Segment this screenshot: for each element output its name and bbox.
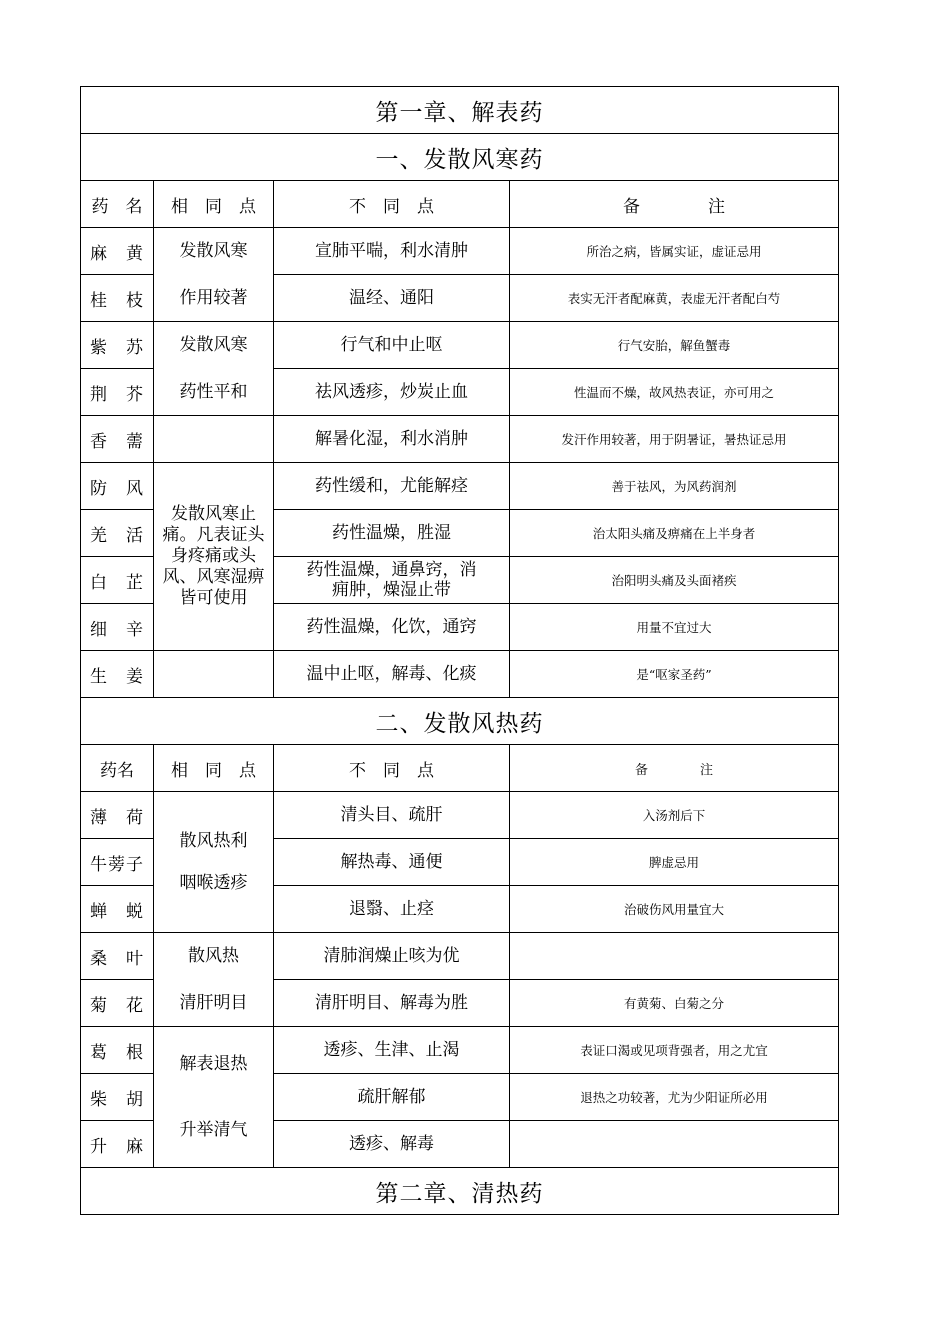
- chapter2-title: 第二章、清热药: [81, 1168, 839, 1215]
- same-point-group: [154, 792, 274, 933]
- diff-point: 解暑化湿，利水消肿: [274, 416, 510, 463]
- diff-point: 退翳、止痉: [274, 886, 510, 933]
- section2-title: 二、发散风热药: [81, 698, 839, 745]
- same-point-line: 药性平和: [179, 381, 248, 402]
- diff-point: 透疹、解毒: [274, 1121, 510, 1168]
- diff-point: 疏肝解郁: [274, 1074, 510, 1121]
- herb-name: 香 薷: [81, 416, 154, 463]
- note: 治阳明头痛及头面褚疾: [510, 557, 839, 604]
- diff-point: 清肺润燥止咳为优: [274, 933, 510, 980]
- same-point-line: 作用较著: [179, 287, 248, 308]
- header-same: 相 同 点: [154, 745, 274, 792]
- section-title-row: [81, 134, 839, 181]
- same-point-empty: [154, 416, 274, 463]
- same-point-group: [154, 322, 274, 416]
- note: 入汤剂后下: [510, 792, 839, 839]
- herb-name: 桂 枝: [81, 275, 154, 322]
- herb-name: 升 麻: [81, 1121, 154, 1168]
- note: 治破伤风用量宜大: [510, 886, 839, 933]
- same-point-line: 清肝明目: [179, 992, 248, 1013]
- herb-name: 葛 根: [81, 1027, 154, 1074]
- herb-name: 蝉 蜕: [81, 886, 154, 933]
- diff-point: 解热毒、通便: [274, 839, 510, 886]
- header-name: 药名: [81, 745, 154, 792]
- chapter-title-row: [81, 1168, 839, 1215]
- diff-point: 宣肺平喘，利水清肿: [274, 228, 510, 275]
- diff-point: 祛风透疹，炒炭止血: [274, 369, 510, 416]
- table-row: [81, 651, 839, 698]
- herb-name: 牛蒡子: [81, 839, 154, 886]
- herb-name: 羌 活: [81, 510, 154, 557]
- diff-point: 清肝明目、解毒为胜: [274, 980, 510, 1027]
- table-row: [81, 228, 839, 275]
- herb-name: 麻 黄: [81, 228, 154, 275]
- header-diff: 不 同 点: [274, 745, 510, 792]
- chapter-title-row: [81, 87, 839, 134]
- note: 是“呕家圣药”: [510, 651, 839, 698]
- note: 性温而不燥，故风热表证，亦可用之: [510, 369, 839, 416]
- diff-point: 温中止呕，解毒、化痰: [274, 651, 510, 698]
- herb-name: 荆 芥: [81, 369, 154, 416]
- same-point-group: [154, 933, 274, 1027]
- header-note: 备 注: [510, 745, 839, 792]
- herb-name: 白 芷: [81, 557, 154, 604]
- diff-point: 温经、通阳: [274, 275, 510, 322]
- same-point-empty: [154, 651, 274, 698]
- same-point-line: 散风热利: [179, 831, 248, 851]
- table-row: [81, 1027, 839, 1074]
- herb-name: 薄 荷: [81, 792, 154, 839]
- diff-point: 药性缓和，尤能解痉: [274, 463, 510, 510]
- table-row: [81, 463, 839, 510]
- header-note: 备 注: [510, 181, 839, 228]
- same-point-line: 发散风寒: [179, 241, 248, 262]
- same-point-line: 解表退热: [179, 1054, 248, 1074]
- note: 表证口渴或见项背强者，用之尤宜: [510, 1027, 839, 1074]
- section-title-row: [81, 698, 839, 745]
- table-header-row: [81, 745, 839, 792]
- same-point-group: [154, 228, 274, 322]
- note: 治太阳头痛及痹痛在上半身者: [510, 510, 839, 557]
- herb-name: 细 辛: [81, 604, 154, 651]
- same-point-line: 发散风寒: [179, 335, 248, 356]
- herb-name: 桑 叶: [81, 933, 154, 980]
- table-row: [81, 416, 839, 463]
- same-point-line: 咽喉透疹: [179, 873, 248, 893]
- diff-point: 药性温燥，胜湿: [274, 510, 510, 557]
- herb-comparison-table: [80, 86, 839, 1215]
- note: 发汗作用较著，用于阴暑证，暑热证忌用: [510, 416, 839, 463]
- diff-point: 透疹、生津、止渴: [274, 1027, 510, 1074]
- section1-title: 一、发散风寒药: [81, 134, 839, 181]
- herb-name: 生 姜: [81, 651, 154, 698]
- note: 退热之功较著，尤为少阳证所必用: [510, 1074, 839, 1121]
- note: 脾虚忌用: [510, 839, 839, 886]
- note: 表实无汗者配麻黄，表虚无汗者配白芍: [510, 275, 839, 322]
- diff-point: 药性温燥，化饮，通窍: [274, 604, 510, 651]
- table-row: [81, 792, 839, 839]
- herb-name: 紫 苏: [81, 322, 154, 369]
- table-row: [81, 322, 839, 369]
- note: 有黄菊、白菊之分: [510, 980, 839, 1027]
- note: 善于祛风，为风药润剂: [510, 463, 839, 510]
- herb-name: 菊 花: [81, 980, 154, 1027]
- header-same: 相 同 点: [154, 181, 274, 228]
- note: 行气安胎，解鱼蟹毒: [510, 322, 839, 369]
- diff-point: 清头目、疏肝: [274, 792, 510, 839]
- note: 所治之病，皆属实证，虚证忌用: [510, 228, 839, 275]
- diff-point: 药性温燥，通鼻窍，消痈肿，燥湿止带: [274, 557, 510, 604]
- same-point-group: [154, 1027, 274, 1168]
- same-point-line: 散风热: [188, 946, 239, 967]
- note: 用量不宜过大: [510, 604, 839, 651]
- header-diff: 不 同 点: [274, 181, 510, 228]
- header-name: 药 名: [81, 181, 154, 228]
- same-point-line: 升举清气: [179, 1120, 248, 1140]
- table-header-row: [81, 181, 839, 228]
- table-row: [81, 933, 839, 980]
- chapter1-title: 第一章、解表药: [81, 87, 839, 134]
- herb-name: 柴 胡: [81, 1074, 154, 1121]
- note: [510, 1121, 839, 1168]
- diff-point: 行气和中止呕: [274, 322, 510, 369]
- same-point-group: 发散风寒止痛。凡表证头身疼痛或头风、风寒湿痹皆可使用: [154, 463, 274, 651]
- herb-name: 防 风: [81, 463, 154, 510]
- note: [510, 933, 839, 980]
